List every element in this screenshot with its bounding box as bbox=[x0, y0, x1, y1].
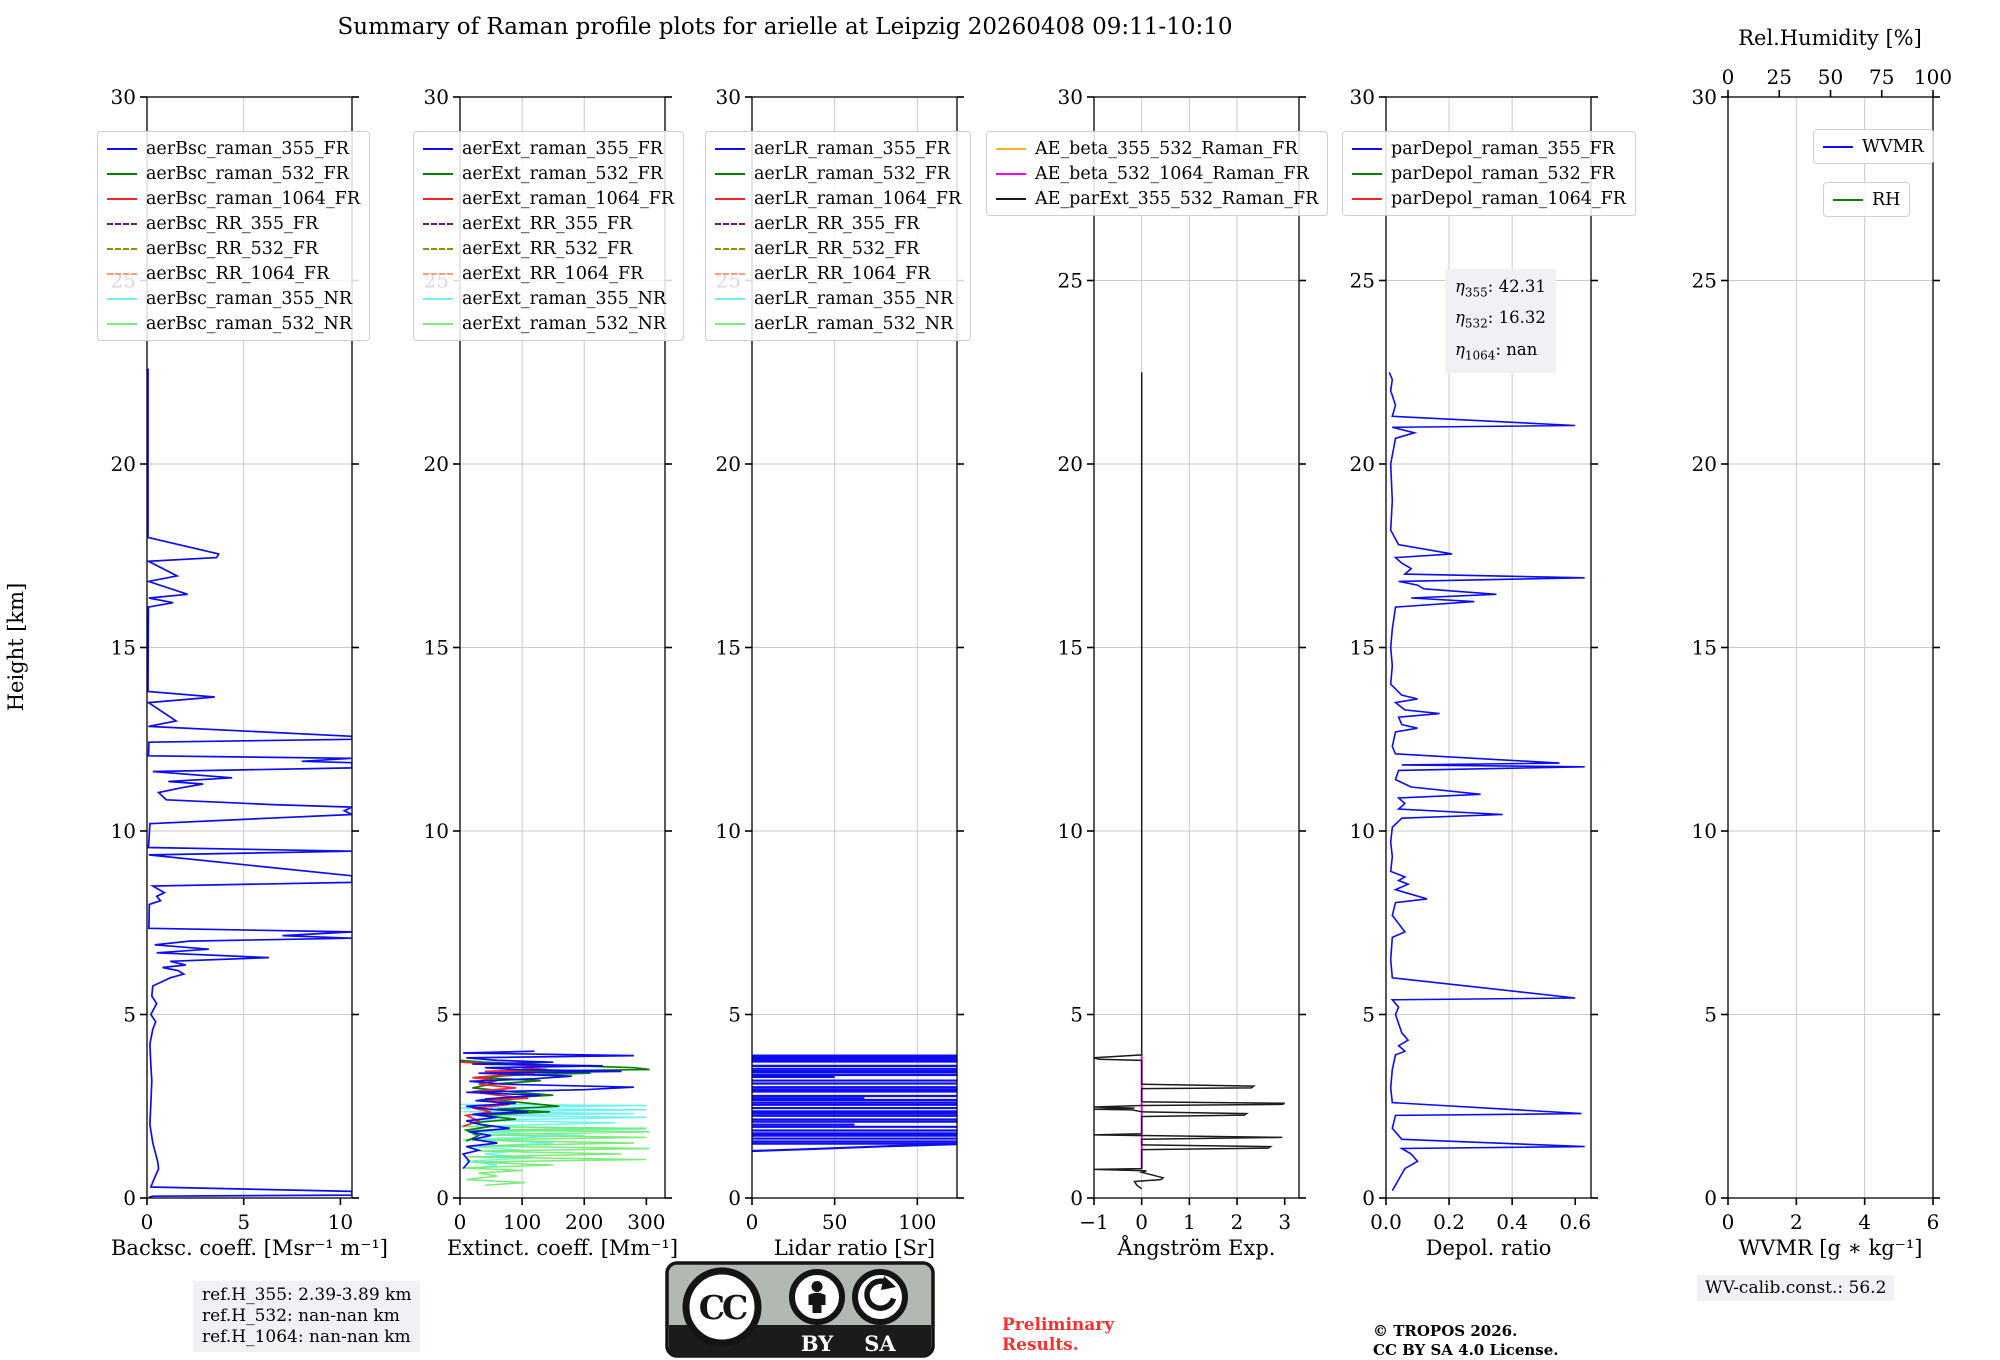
legend-label: AE_beta_532_1064_Raman_FR bbox=[1035, 163, 1309, 184]
eta-wavelength: 1064 bbox=[1464, 347, 1496, 362]
x-tick-label: 1 bbox=[1182, 1210, 1196, 1234]
by-person-head bbox=[812, 1281, 823, 1292]
top-tick-label: 25 bbox=[1766, 65, 1792, 89]
y-tick-label: 30 bbox=[110, 85, 136, 109]
legend-line-sample bbox=[423, 223, 453, 225]
legend-label: parDepol_raman_532_FR bbox=[1391, 163, 1615, 184]
panel-depol bbox=[1350, 85, 1598, 1234]
legend-wvmr bbox=[1823, 182, 1910, 217]
y-tick-label: 10 bbox=[110, 819, 136, 843]
y-tick-label: 20 bbox=[715, 452, 741, 476]
x-tick-label: 2 bbox=[1230, 1210, 1244, 1234]
y-tick-label: 30 bbox=[1057, 85, 1083, 109]
legend-line-sample bbox=[715, 248, 745, 250]
legend-entry bbox=[715, 186, 961, 211]
legend-label: aerLR_raman_355_NR bbox=[754, 288, 954, 309]
y-tick-label: 10 bbox=[715, 819, 741, 843]
legend-entry bbox=[107, 136, 360, 161]
x-tick-label: 6 bbox=[1926, 1210, 1940, 1234]
legend-lidar-ratio bbox=[705, 131, 971, 341]
y-tick-label: 5 bbox=[1362, 1002, 1375, 1027]
legend-label: aerLR_raman_532_FR bbox=[754, 163, 951, 184]
x-axis-label-depol: Depol. ratio bbox=[1425, 1236, 1552, 1260]
legend-entry bbox=[107, 186, 360, 211]
top-axis-title: Rel.Humidity [%] bbox=[1738, 26, 1922, 50]
copyright-note bbox=[1373, 1322, 1559, 1360]
legend-wvmr bbox=[1813, 129, 1934, 164]
y-tick-label: 5 bbox=[1704, 1002, 1717, 1027]
legend-label: aerExt_raman_532_NR bbox=[462, 313, 667, 334]
y-tick-label: 5 bbox=[436, 1002, 449, 1027]
ref-h-355: ref.H_355: 2.39-3.89 km bbox=[202, 1285, 412, 1305]
legend-line-sample bbox=[715, 298, 745, 300]
y-tick-label: 25 bbox=[1349, 268, 1375, 293]
eta-symbol: η bbox=[1455, 308, 1465, 328]
legend-entry bbox=[107, 286, 360, 311]
legend-entry bbox=[715, 211, 961, 236]
preliminary-line-1: Preliminary bbox=[1002, 1315, 1115, 1335]
y-tick-label: 20 bbox=[1057, 452, 1083, 476]
legend-backscatter bbox=[97, 131, 370, 341]
series-group-backscatter bbox=[148, 369, 352, 1198]
legend-label: aerBsc_raman_532_FR bbox=[146, 163, 349, 184]
legend-label: aerBsc_raman_532_NR bbox=[146, 313, 353, 334]
legend-line-sample bbox=[996, 173, 1026, 175]
legend-label: aerBsc_raman_355_NR bbox=[146, 288, 353, 309]
legend-line-sample bbox=[107, 148, 137, 150]
y-tick-label: 5 bbox=[123, 1002, 136, 1027]
y-tick-label: 30 bbox=[423, 85, 449, 109]
x-axis-label-backscatter: Backsc. coeff. [Msr⁻¹ m⁻¹] bbox=[111, 1236, 388, 1260]
legend-entry bbox=[107, 261, 360, 286]
panel-wvmr bbox=[1692, 65, 1953, 1234]
eta-symbol: η bbox=[1455, 277, 1465, 296]
legend-line-sample bbox=[715, 273, 745, 275]
legend-entry bbox=[107, 211, 360, 236]
legend-entry bbox=[423, 186, 674, 211]
legend-label: parDepol_raman_355_FR bbox=[1391, 138, 1615, 159]
eta-line bbox=[1455, 274, 1546, 305]
legend-entry bbox=[423, 311, 674, 336]
x-tick-label: 50 bbox=[821, 1210, 848, 1234]
legend-entry bbox=[1823, 134, 1924, 159]
legend-label: aerBsc_raman_355_FR bbox=[146, 138, 349, 159]
x-tick-label: 0 bbox=[140, 1210, 154, 1234]
legend-entry bbox=[423, 136, 674, 161]
legend-label: aerExt_RR_532_FR bbox=[462, 238, 633, 259]
eta-annotation-box bbox=[1445, 269, 1556, 373]
cc-icon-text: CC bbox=[698, 1288, 746, 1327]
x-tick-label: 0 bbox=[453, 1210, 467, 1234]
preliminary-line-2: Results. bbox=[1002, 1335, 1079, 1355]
ref-h-1064: ref.H_1064: nan-nan km bbox=[202, 1327, 411, 1347]
legend-line-sample bbox=[107, 248, 137, 250]
series-group-extinction bbox=[460, 1051, 650, 1185]
legend-entry bbox=[1352, 136, 1626, 161]
y-tick-label: 20 bbox=[110, 452, 136, 476]
y-tick-label: 30 bbox=[1349, 85, 1375, 109]
y-tick-label: 5 bbox=[728, 1002, 741, 1027]
legend-label: aerBsc_raman_1064_FR bbox=[146, 188, 360, 209]
legend-label: AE_beta_355_532_Raman_FR bbox=[1035, 138, 1298, 159]
legend-line-sample bbox=[996, 198, 1026, 200]
legend-line-sample bbox=[107, 298, 137, 300]
y-tick-label: 10 bbox=[1349, 819, 1375, 843]
legend-entry bbox=[107, 161, 360, 186]
legend-label: parDepol_raman_1064_FR bbox=[1391, 188, 1626, 209]
legend-entry bbox=[423, 211, 674, 236]
legend-line-sample bbox=[107, 173, 137, 175]
x-tick-label: 2 bbox=[1789, 1210, 1803, 1234]
legend-line-sample bbox=[715, 198, 745, 200]
legend-depol bbox=[1342, 131, 1636, 216]
legend-line-sample bbox=[1833, 199, 1863, 201]
legend-entry bbox=[423, 261, 674, 286]
legend-line-sample bbox=[715, 173, 745, 175]
preliminary-results-note bbox=[1002, 1315, 1114, 1355]
top-tick-label: 50 bbox=[1817, 65, 1844, 89]
reference-height-box bbox=[193, 1281, 420, 1352]
y-tick-label: 0 bbox=[123, 1186, 136, 1210]
x-tick-label: 100 bbox=[503, 1210, 542, 1234]
x-tick-label: 10 bbox=[327, 1210, 354, 1234]
legend-angstrom bbox=[986, 131, 1328, 216]
legend-label: aerLR_raman_1064_FR bbox=[754, 188, 962, 209]
y-tick-label: 5 bbox=[1070, 1002, 1083, 1027]
series-group-lidar-ratio bbox=[752, 1056, 957, 1151]
legend-line-sample bbox=[423, 273, 453, 275]
eta-value: : 16.32 bbox=[1487, 308, 1546, 328]
eta-line bbox=[1455, 337, 1546, 368]
x-tick-label: 0.0 bbox=[1370, 1210, 1402, 1234]
legend-line-sample bbox=[423, 323, 453, 325]
legend-line-sample bbox=[715, 148, 745, 150]
legend-line-sample bbox=[1352, 198, 1382, 200]
y-axis-title: Height [km] bbox=[4, 582, 28, 712]
y-tick-label: 15 bbox=[1349, 635, 1375, 660]
y-tick-label: 20 bbox=[1349, 452, 1375, 476]
x-tick-label: 100 bbox=[898, 1210, 937, 1234]
legend-entry bbox=[423, 161, 674, 186]
legend-label: aerLR_RR_1064_FR bbox=[754, 263, 931, 284]
y-tick-label: 15 bbox=[715, 635, 741, 660]
legend-line-sample bbox=[423, 148, 453, 150]
x-tick-label: 4 bbox=[1858, 1210, 1872, 1234]
legend-label: aerExt_RR_1064_FR bbox=[462, 263, 644, 284]
legend-entry bbox=[423, 286, 674, 311]
x-tick-label: 0 bbox=[1135, 1210, 1149, 1234]
y-tick-label: 0 bbox=[728, 1186, 741, 1210]
y-tick-label: 25 bbox=[1057, 268, 1083, 293]
legend-line-sample bbox=[715, 323, 745, 325]
eta-wavelength: 532 bbox=[1464, 316, 1488, 331]
legend-line-sample bbox=[715, 223, 745, 225]
legend-extinction bbox=[413, 131, 684, 341]
badge-by-label: BY bbox=[800, 1331, 834, 1356]
series-line-parDepol_raman_355_FR bbox=[1389, 372, 1585, 1190]
legend-entry bbox=[1833, 187, 1900, 212]
eta-wavelength: 355 bbox=[1464, 285, 1488, 300]
legend-entry bbox=[1352, 161, 1626, 186]
x-tick-label: 0.4 bbox=[1496, 1210, 1529, 1234]
y-tick-label: 10 bbox=[423, 819, 449, 843]
eta-value: : 42.31 bbox=[1487, 277, 1546, 296]
legend-entry bbox=[715, 261, 961, 286]
legend-line-sample bbox=[423, 198, 453, 200]
legend-line-sample bbox=[996, 148, 1026, 150]
x-tick-label: −1 bbox=[1079, 1210, 1109, 1234]
cc-by-sa-badge bbox=[665, 1261, 935, 1358]
legend-label: aerExt_raman_532_FR bbox=[462, 163, 663, 184]
y-tick-label: 15 bbox=[1057, 635, 1083, 660]
ref-h-532: ref.H_532: nan-nan km bbox=[202, 1306, 400, 1326]
y-tick-label: 10 bbox=[1691, 819, 1717, 843]
legend-line-sample bbox=[1352, 148, 1382, 150]
panel-angstrom bbox=[1058, 85, 1306, 1234]
legend-entry bbox=[107, 311, 360, 336]
legend-entry bbox=[715, 286, 961, 311]
legend-line-sample bbox=[107, 198, 137, 200]
x-axis-label-angstrom: Ångström Exp. bbox=[1117, 1236, 1276, 1260]
legend-label: aerExt_raman_355_NR bbox=[462, 288, 667, 309]
legend-line-sample bbox=[107, 323, 137, 325]
y-tick-label: 0 bbox=[1070, 1186, 1083, 1210]
top-tick-label: 0 bbox=[1721, 65, 1735, 89]
x-tick-label: 5 bbox=[237, 1210, 251, 1234]
x-tick-label: 0 bbox=[745, 1210, 759, 1234]
legend-label: aerBsc_RR_532_FR bbox=[146, 238, 319, 259]
x-tick-label: 300 bbox=[627, 1210, 666, 1234]
legend-line-sample bbox=[107, 223, 137, 225]
series-line-aerBsc_raman_355_FR bbox=[148, 369, 352, 1198]
copyright-line-1: © TROPOS 2026. bbox=[1373, 1322, 1518, 1340]
legend-label: aerLR_RR_355_FR bbox=[754, 213, 920, 234]
legend-line-sample bbox=[1352, 173, 1382, 175]
legend-label: aerBsc_RR_1064_FR bbox=[146, 263, 330, 284]
legend-label: AE_parExt_355_532_Raman_FR bbox=[1035, 188, 1319, 209]
y-tick-label: 0 bbox=[1704, 1186, 1717, 1210]
series-group-depol bbox=[1389, 372, 1585, 1190]
legend-entry bbox=[996, 186, 1318, 211]
page-title: Summary of Raman profile plots for arielle at Leipzig 20260408 09:11-10:10 bbox=[337, 14, 1233, 40]
legend-entry bbox=[715, 236, 961, 261]
legend-line-sample bbox=[423, 298, 453, 300]
y-tick-label: 20 bbox=[1691, 452, 1717, 476]
legend-label: aerExt_raman_355_FR bbox=[462, 138, 663, 159]
badge-sa-label: SA bbox=[864, 1331, 896, 1356]
x-axis-label-extinction: Extinct. coeff. [Mm⁻¹] bbox=[446, 1236, 679, 1260]
legend-label: WVMR bbox=[1862, 136, 1924, 157]
legend-line-sample bbox=[423, 173, 453, 175]
copyright-line-2: CC BY SA 4.0 License. bbox=[1373, 1341, 1559, 1359]
eta-line bbox=[1455, 305, 1546, 336]
y-tick-label: 30 bbox=[715, 85, 741, 109]
legend-label: aerBsc_RR_355_FR bbox=[146, 213, 319, 234]
legend-label: aerLR_raman_355_FR bbox=[754, 138, 951, 159]
legend-entry bbox=[996, 136, 1318, 161]
x-axis-label-lidar-ratio: Lidar ratio [Sr] bbox=[773, 1236, 936, 1260]
x-tick-label: 0 bbox=[1721, 1210, 1735, 1234]
legend-entry bbox=[996, 161, 1318, 186]
top-tick-label: 100 bbox=[1913, 65, 1953, 89]
legend-label: RH bbox=[1872, 189, 1901, 210]
y-tick-label: 15 bbox=[110, 635, 136, 660]
legend-entry bbox=[423, 236, 674, 261]
legend-line-sample bbox=[1823, 146, 1853, 148]
legend-entry bbox=[1352, 186, 1626, 211]
y-tick-label: 30 bbox=[1691, 85, 1717, 109]
legend-entry bbox=[715, 136, 961, 161]
x-tick-label: 200 bbox=[565, 1210, 604, 1234]
y-tick-label: 15 bbox=[423, 635, 449, 660]
y-tick-label: 20 bbox=[423, 452, 449, 476]
x-tick-label: 3 bbox=[1278, 1210, 1292, 1234]
legend-entry bbox=[107, 236, 360, 261]
legend-entry bbox=[715, 311, 961, 336]
legend-entry bbox=[715, 161, 961, 186]
y-tick-label: 0 bbox=[436, 1186, 449, 1210]
legend-label: aerLR_RR_532_FR bbox=[754, 238, 920, 259]
legend-line-sample bbox=[423, 248, 453, 250]
y-tick-label: 10 bbox=[1057, 819, 1083, 843]
y-tick-label: 15 bbox=[1691, 635, 1717, 660]
eta-value: : nan bbox=[1495, 339, 1538, 359]
legend-label: aerExt_raman_1064_FR bbox=[462, 188, 675, 209]
wv-calibration-note: WV-calib.const.: 56.2 bbox=[1697, 1275, 1894, 1301]
legend-label: aerExt_RR_355_FR bbox=[462, 213, 633, 234]
x-tick-label: 0.2 bbox=[1433, 1210, 1465, 1234]
y-tick-label: 0 bbox=[1362, 1186, 1375, 1210]
legend-line-sample bbox=[107, 273, 137, 275]
series-line-aerLR_raman_355_FR bbox=[752, 1144, 957, 1151]
legend-label: aerLR_raman_532_NR bbox=[754, 313, 954, 334]
y-tick-label: 25 bbox=[1691, 268, 1717, 293]
eta-symbol: η bbox=[1455, 339, 1465, 359]
x-tick-label: 0.6 bbox=[1559, 1210, 1592, 1234]
x-axis-label-wvmr: WVMR [g ∗ kg⁻¹] bbox=[1738, 1236, 1923, 1260]
top-tick-label: 75 bbox=[1869, 65, 1895, 89]
